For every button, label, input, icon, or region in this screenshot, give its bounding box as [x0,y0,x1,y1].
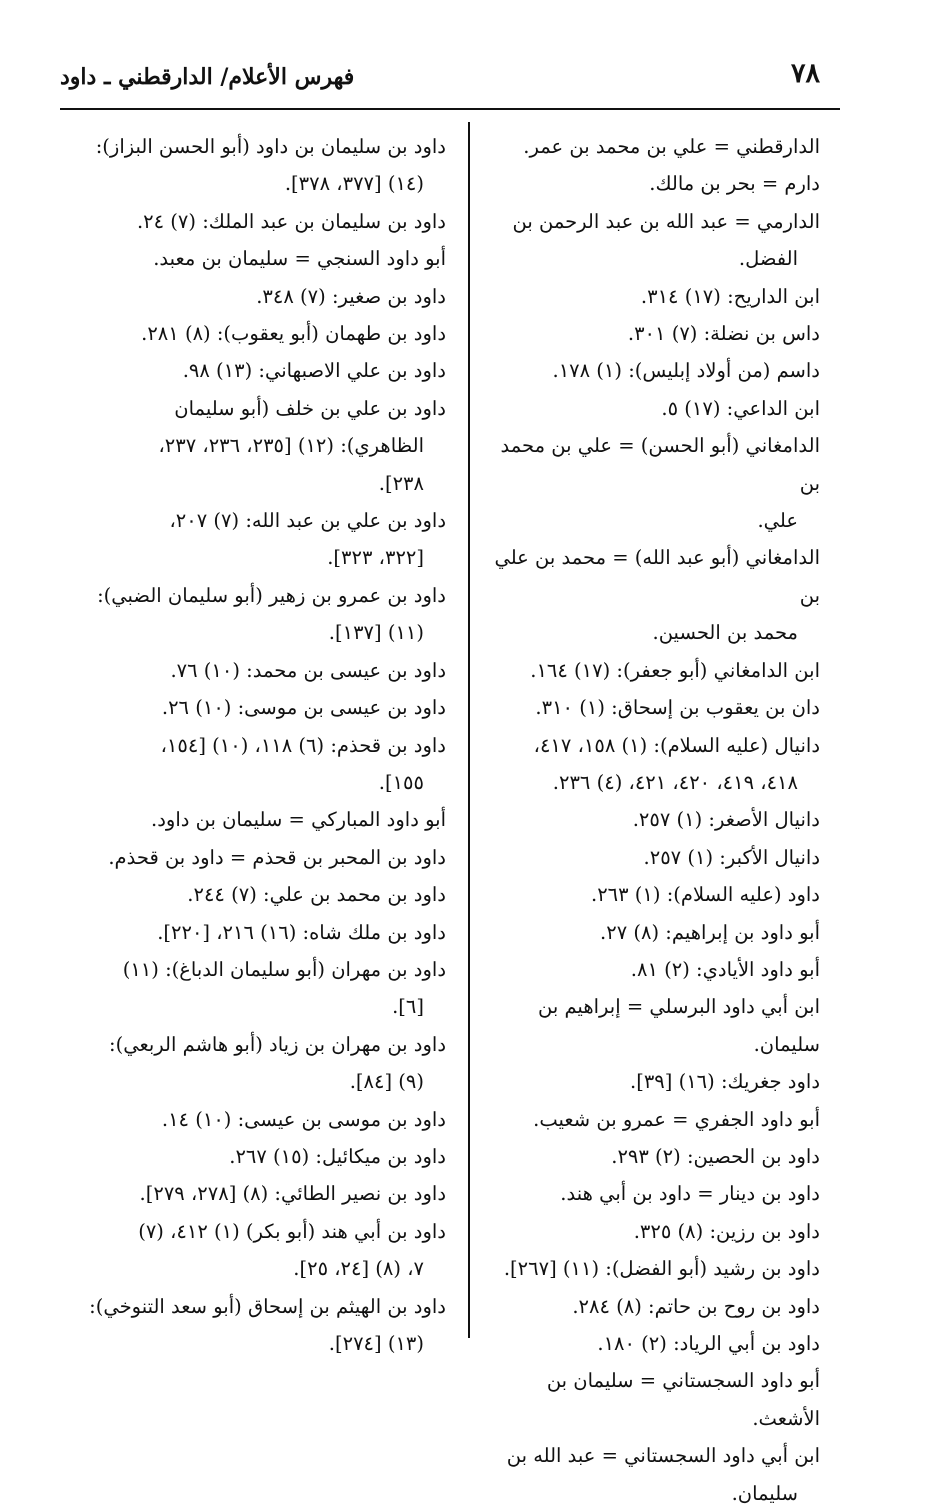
index-entry [70,128,446,203]
index-entry [480,352,820,389]
index-entry [70,577,446,652]
index-entry [70,801,446,838]
index-entry-line: داود بن سليمان بن عبد الملك: (٧) ٢٤. [136,209,446,233]
index-entry-line: داود بن روح بن حاتم: (٨) ٢٨٤. [572,1294,820,1318]
index-entry [480,914,820,951]
index-entry [70,1213,446,1288]
index-entry-line: داود (عليه السلام): (١) ٢٦٣. [590,883,820,907]
index-entry-line: داود جغريك: (١٦) [٣٩]. [630,1070,820,1094]
index-entry [70,203,446,240]
index-entry-line: داود بن محمد بن علي: (٧) ٢٤٤. [187,883,446,907]
index-entry-line: دارم = بحر بن مالك. [649,172,820,196]
index-entry-line: داود بن عمرو بن زهير (أبو سليمان الضبي): [97,583,446,607]
index-entry [480,876,820,913]
index-entry-line: الدارقطني = علي بن محمد بن عمر. [523,135,820,158]
index-entry-continuation: ١٥٥]. [378,770,424,794]
index-entry-continuation: (١١) [١٣٧]. [328,621,424,645]
index-entry [480,315,820,352]
index-entry-line: ابن الداعي: (١٧) ٥. [661,396,820,420]
index-entry-line: داود بن عيسى بن محمد: (١٠) ٧٦. [170,658,446,682]
index-entry [70,727,446,802]
index-entry [480,727,820,802]
index-entry-line: أبو داود السجستاني = سليمان بن الأشعث. [546,1369,820,1430]
index-entry [70,1175,446,1212]
index-entry [70,689,446,726]
index-entry [480,1138,820,1175]
index-entry-continuation: الظاهري): (١٢) [٢٣٥، ٢٣٦، ٢٣٧، [158,434,424,458]
index-entry [480,1175,820,1212]
index-entry-line: دانيال الأصغر: (١) ٢٥٧. [632,808,820,832]
running-header-title: فهرس الأعلام/ الدارقطني ـ داود [60,64,355,90]
index-entry [480,652,820,689]
index-entry-continuation: (٩) [٨٤]. [349,1070,424,1094]
index-entry [70,652,446,689]
index-entry [480,1325,820,1362]
index-entry-continuation: ٧، (٨) [٢٤، ٢٥]. [293,1257,424,1281]
index-entry-continuation: سليمان. [731,1481,798,1505]
index-entry [70,315,446,352]
index-entry-line: داود بن علي الاصبهاني: (١٣) ٩٨. [182,359,446,383]
index-entry [480,1063,820,1100]
index-entry [70,352,446,389]
index-entry [480,1101,820,1138]
index-entry [480,1250,820,1287]
index-entry-line: داود بن نصير الطائي: (٨) [٢٧٨، ٢٧٩]. [139,1182,446,1206]
index-entry-line: داود بن رشيد (أبو الفضل): (١١) [٢٦٧]. [503,1257,820,1281]
index-entry [70,1288,446,1363]
index-entry-line: داود بن ملك شاه: (١٦) ٢١٦، [٢٢٠]. [157,920,446,944]
index-entry-line: داود بن قحذم: (٦) ١١٨، (١٠) [١٥٤، [160,733,446,757]
index-entry [480,1362,820,1437]
index-entry-line: ابن الدامغاني (أبو جعفر): (١٧) ١٦٤. [530,658,820,682]
index-entry-line: داود بن الحصين: (٢) ٢٩٣. [611,1144,820,1168]
index-entry-continuation: ٤١٨، ٤١٩، ٤٢٠، ٤٢١، (٤) ٢٣٦. [552,770,798,794]
index-entry-line: الدامغاني (أبو الحسن) = علي بن محمد بن [500,434,820,495]
index-entry [70,914,446,951]
index-entry-line: دانيال الأكبر: (١) ٢٥٧. [643,845,820,869]
index-entry-line: داود بن ميكائيل: (١٥) ٢٦٧. [229,1144,446,1168]
header-rule [60,108,840,110]
index-entry [70,278,446,315]
index-entry-line: الدامغاني (أبو عبد الله) = محمد بن علي بن [494,546,820,607]
page-number: ٧٨ [790,58,820,89]
index-entry-line: داس بن نضلة: (٧) ٣٠١. [627,322,820,346]
index-entry-line: داود بن سليمان بن داود (أبو الحسن البزاز): [95,135,446,158]
index-entry-continuation: علي. [757,509,798,533]
index-entry-line: ابن الداريح: (١٧) ٣١٤. [640,284,820,308]
index-entry-line: داود بن الهيثم بن إسحاق (أبو سعد التنوخي): [89,1294,446,1318]
index-entry-continuation: (١٤) [٣٧٧، ٣٧٨]. [284,172,424,196]
index-entry-line: دان بن يعقوب بن إسحاق: (١) ٣١٠. [535,696,820,720]
index-entry [480,839,820,876]
index-entry [480,278,820,315]
page-header [60,56,820,106]
index-entry [70,390,446,502]
index-column-right [480,128,820,1512]
index-entry-continuation: محمد بن الحسين. [652,621,798,645]
index-entry-line: أبو داود السنجي = سليمان بن معبد. [153,247,446,271]
index-entry-line: داود بن مهران (أبو سليمان الدباغ): (١١) [122,957,446,981]
index-entry [70,1101,446,1138]
index-entry [70,240,446,277]
index-entry-line: داود بن رزين: (٨) ٣٢٥. [633,1219,820,1243]
index-entry [480,539,820,651]
index-entry-line: ابن أبي داود البرسلي = إبراهيم بن سليمان. [537,995,820,1056]
index-column-left [70,128,446,1362]
index-entry [480,1437,820,1512]
index-entry [480,1213,820,1250]
index-entry-line: دانيال (عليه السلام): (١) ١٥٨، ٤١٧، [533,733,820,757]
index-entry-line: داود بن طهمان (أبو يعقوب): (٨) ٢٨١. [141,322,446,346]
index-entry [70,502,446,577]
index-entry-line: أبو داود بن إبراهيم: (٨) ٢٧. [600,920,820,944]
index-entry [70,1138,446,1175]
index-entry-line: داود بن دينار = داود بن أبي هند. [560,1182,820,1206]
index-entry-line: داود بن أبي هند (أبو بكر) (١) ٤١٢، (٧) [138,1219,446,1243]
index-entry-line: داود بن المحبر بن قحذم = داود بن قحذم. [108,845,446,869]
index-entry-continuation: (١٣) [٢٧٤]. [328,1332,424,1355]
index-entry-line: داود بن مهران بن زياد (أبو هاشم الربعي): [109,1032,446,1056]
index-entry [480,165,820,202]
index-entry-line: داود بن أبي الرياد: (٢) ١٨٠. [597,1332,820,1355]
index-entry [480,390,820,427]
index-entry-line: أبو داود الأيادي: (٢) ٨١. [630,957,820,981]
index-entry [480,128,820,165]
index-entry [480,1288,820,1325]
index-entry [70,1026,446,1101]
index-entry-continuation: ٢٣٨]. [378,471,424,495]
index-entry-line: ابن أبي داود السجستاني = عبد الله بن [506,1444,820,1468]
index-entry-continuation: [٣٢٢، ٣٢٣]. [327,546,424,570]
index-entry-line: داود بن علي بن خلف (أبو سليمان [174,396,446,420]
index-entry [480,203,820,278]
index-entry-line: داسم (من أولاد إبليس): (١) ١٧٨. [552,359,820,383]
index-entry-line: داود بن موسى بن عيسى: (١٠) ١٤. [161,1107,446,1131]
index-entry-line: الدارمي = عبد الله بن عبد الرحمن بن [512,209,820,233]
index-entry-line: داود بن صغير: (٧) ٣٤٨. [256,284,446,308]
index-entry-continuation: [٦]. [392,995,424,1019]
index-entry [70,839,446,876]
index-entry-continuation: الفضل. [738,247,798,271]
index-entry [480,427,820,539]
index-entry [70,951,446,1026]
index-entry-line: داود بن علي بن عبد الله: (٧) ٢٠٧، [169,509,446,533]
index-entry [480,801,820,838]
column-divider [468,122,470,1338]
index-entry-line: أبو داود الجفري = عمرو بن شعيب. [533,1107,820,1131]
index-entry-line: داود بن عيسى بن موسى: (١٠) ٢٦. [161,696,446,720]
index-entry [480,951,820,988]
index-entry [70,876,446,913]
index-entry-line: أبو داود المباركي = سليمان بن داود. [151,808,446,832]
index-entry [480,689,820,726]
index-entry [480,988,820,1063]
